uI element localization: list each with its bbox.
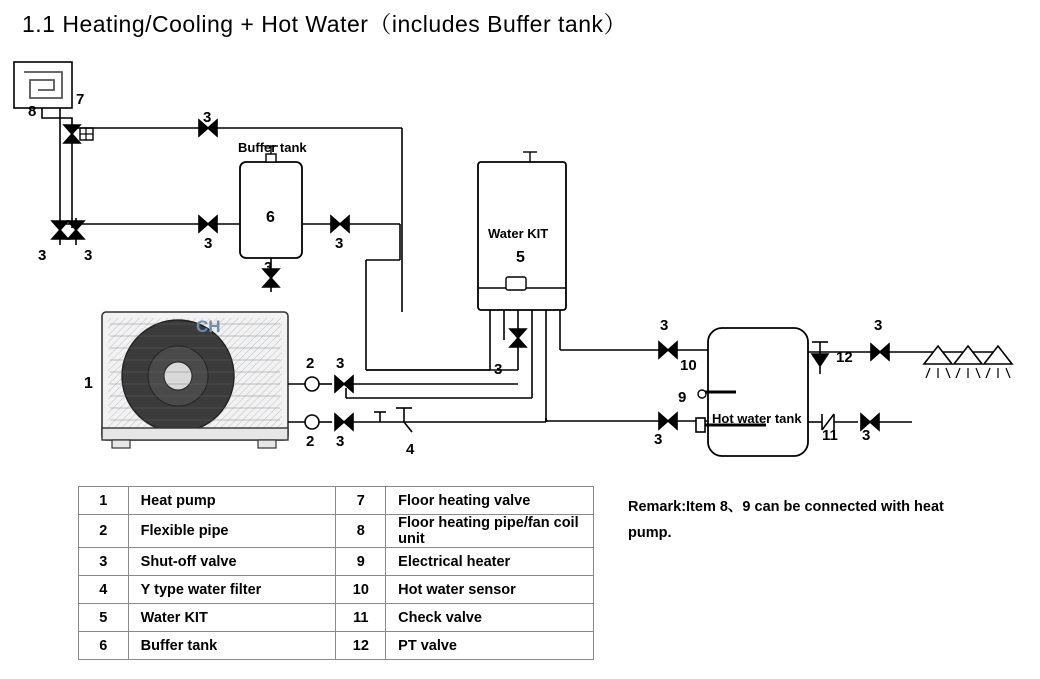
callout-11: 11 [822, 427, 838, 444]
callout-3-hp-bottom: 3 [336, 433, 345, 450]
callout-3-top: 3 [203, 109, 212, 126]
remark-line-1: Remark:Item 8、9 can be connected with heat [628, 499, 944, 515]
table-row [79, 632, 594, 660]
legend-num: 2 [79, 515, 129, 548]
buffer-tank-label: Buffer tank [238, 140, 307, 155]
callout-3-buffer-out: 3 [335, 235, 344, 252]
legend-label: Y type water filter [128, 576, 336, 604]
callout-3-buffer-drain: 3 [264, 259, 273, 276]
legend-label: PT valve [386, 632, 594, 660]
callout-10: 10 [680, 357, 697, 374]
legend-label: Floor heating pipe/fan coil unit [386, 515, 594, 548]
table-row [79, 487, 594, 515]
remark-line-2: pump. [628, 525, 672, 541]
legend-label: Buffer tank [128, 632, 336, 660]
remark-block [628, 494, 1008, 546]
legend-label: Water KIT [128, 604, 336, 632]
water-kit-label: Water KIT [488, 226, 549, 241]
callout-3-left-a: 3 [38, 247, 47, 264]
callout-1: 1 [84, 375, 93, 392]
legend-num: 1 [79, 487, 129, 515]
callout-3-kit: 3 [494, 361, 503, 378]
page-title: 1.1 Heating/Cooling + Hot Water（includes Buffer tank） [22, 11, 627, 37]
legend-num: 5 [79, 604, 129, 632]
table-row [79, 548, 594, 576]
legend-label: Hot water sensor [386, 576, 594, 604]
legend-num: 3 [79, 548, 129, 576]
callout-5: 5 [516, 249, 525, 266]
legend-num: 9 [336, 548, 386, 576]
callout-3-buffer-in: 3 [204, 235, 213, 252]
legend-num: 10 [336, 576, 386, 604]
legend-num: 4 [79, 576, 129, 604]
callout-2-bottom: 2 [306, 433, 315, 450]
callout-3-left-b: 3 [84, 247, 93, 264]
table-row [79, 576, 594, 604]
callout-3-check: 3 [862, 427, 871, 444]
legend-table [78, 486, 594, 660]
callout-3-tank-in: 3 [660, 317, 669, 334]
legend-num: 12 [336, 632, 386, 660]
callout-12: 12 [836, 349, 853, 366]
callout-6: 6 [266, 209, 275, 226]
callout-3-right: 3 [874, 317, 883, 334]
legend-label: Shut-off valve [128, 548, 336, 576]
hydraulic-schematic-diagram [0, 40, 1040, 480]
legend-body [79, 487, 594, 660]
callout-8: 8 [28, 103, 37, 120]
legend-label: Heat pump [128, 487, 336, 515]
callout-9: 9 [678, 389, 687, 406]
hot-water-tank-label: Hot water tank [712, 411, 802, 426]
legend-label: Floor heating valve [386, 487, 594, 515]
callout-3-tank-out: 3 [654, 431, 663, 448]
table-row [79, 515, 594, 548]
table-row [79, 604, 594, 632]
callout-7: 7 [76, 91, 85, 108]
legend-num: 6 [79, 632, 129, 660]
legend-num: 11 [336, 604, 386, 632]
legend-label: Flexible pipe [128, 515, 336, 548]
schematic-svg [0, 40, 1040, 480]
callout-4: 4 [406, 441, 415, 458]
callout-2-top: 2 [306, 355, 315, 372]
legend-label: Electrical heater [386, 548, 594, 576]
legend-num: 8 [336, 515, 386, 548]
legend-label: Check valve [386, 604, 594, 632]
svg-text:CH: CH [196, 317, 221, 336]
legend-num: 7 [336, 487, 386, 515]
callout-3-hp-top: 3 [336, 355, 345, 372]
